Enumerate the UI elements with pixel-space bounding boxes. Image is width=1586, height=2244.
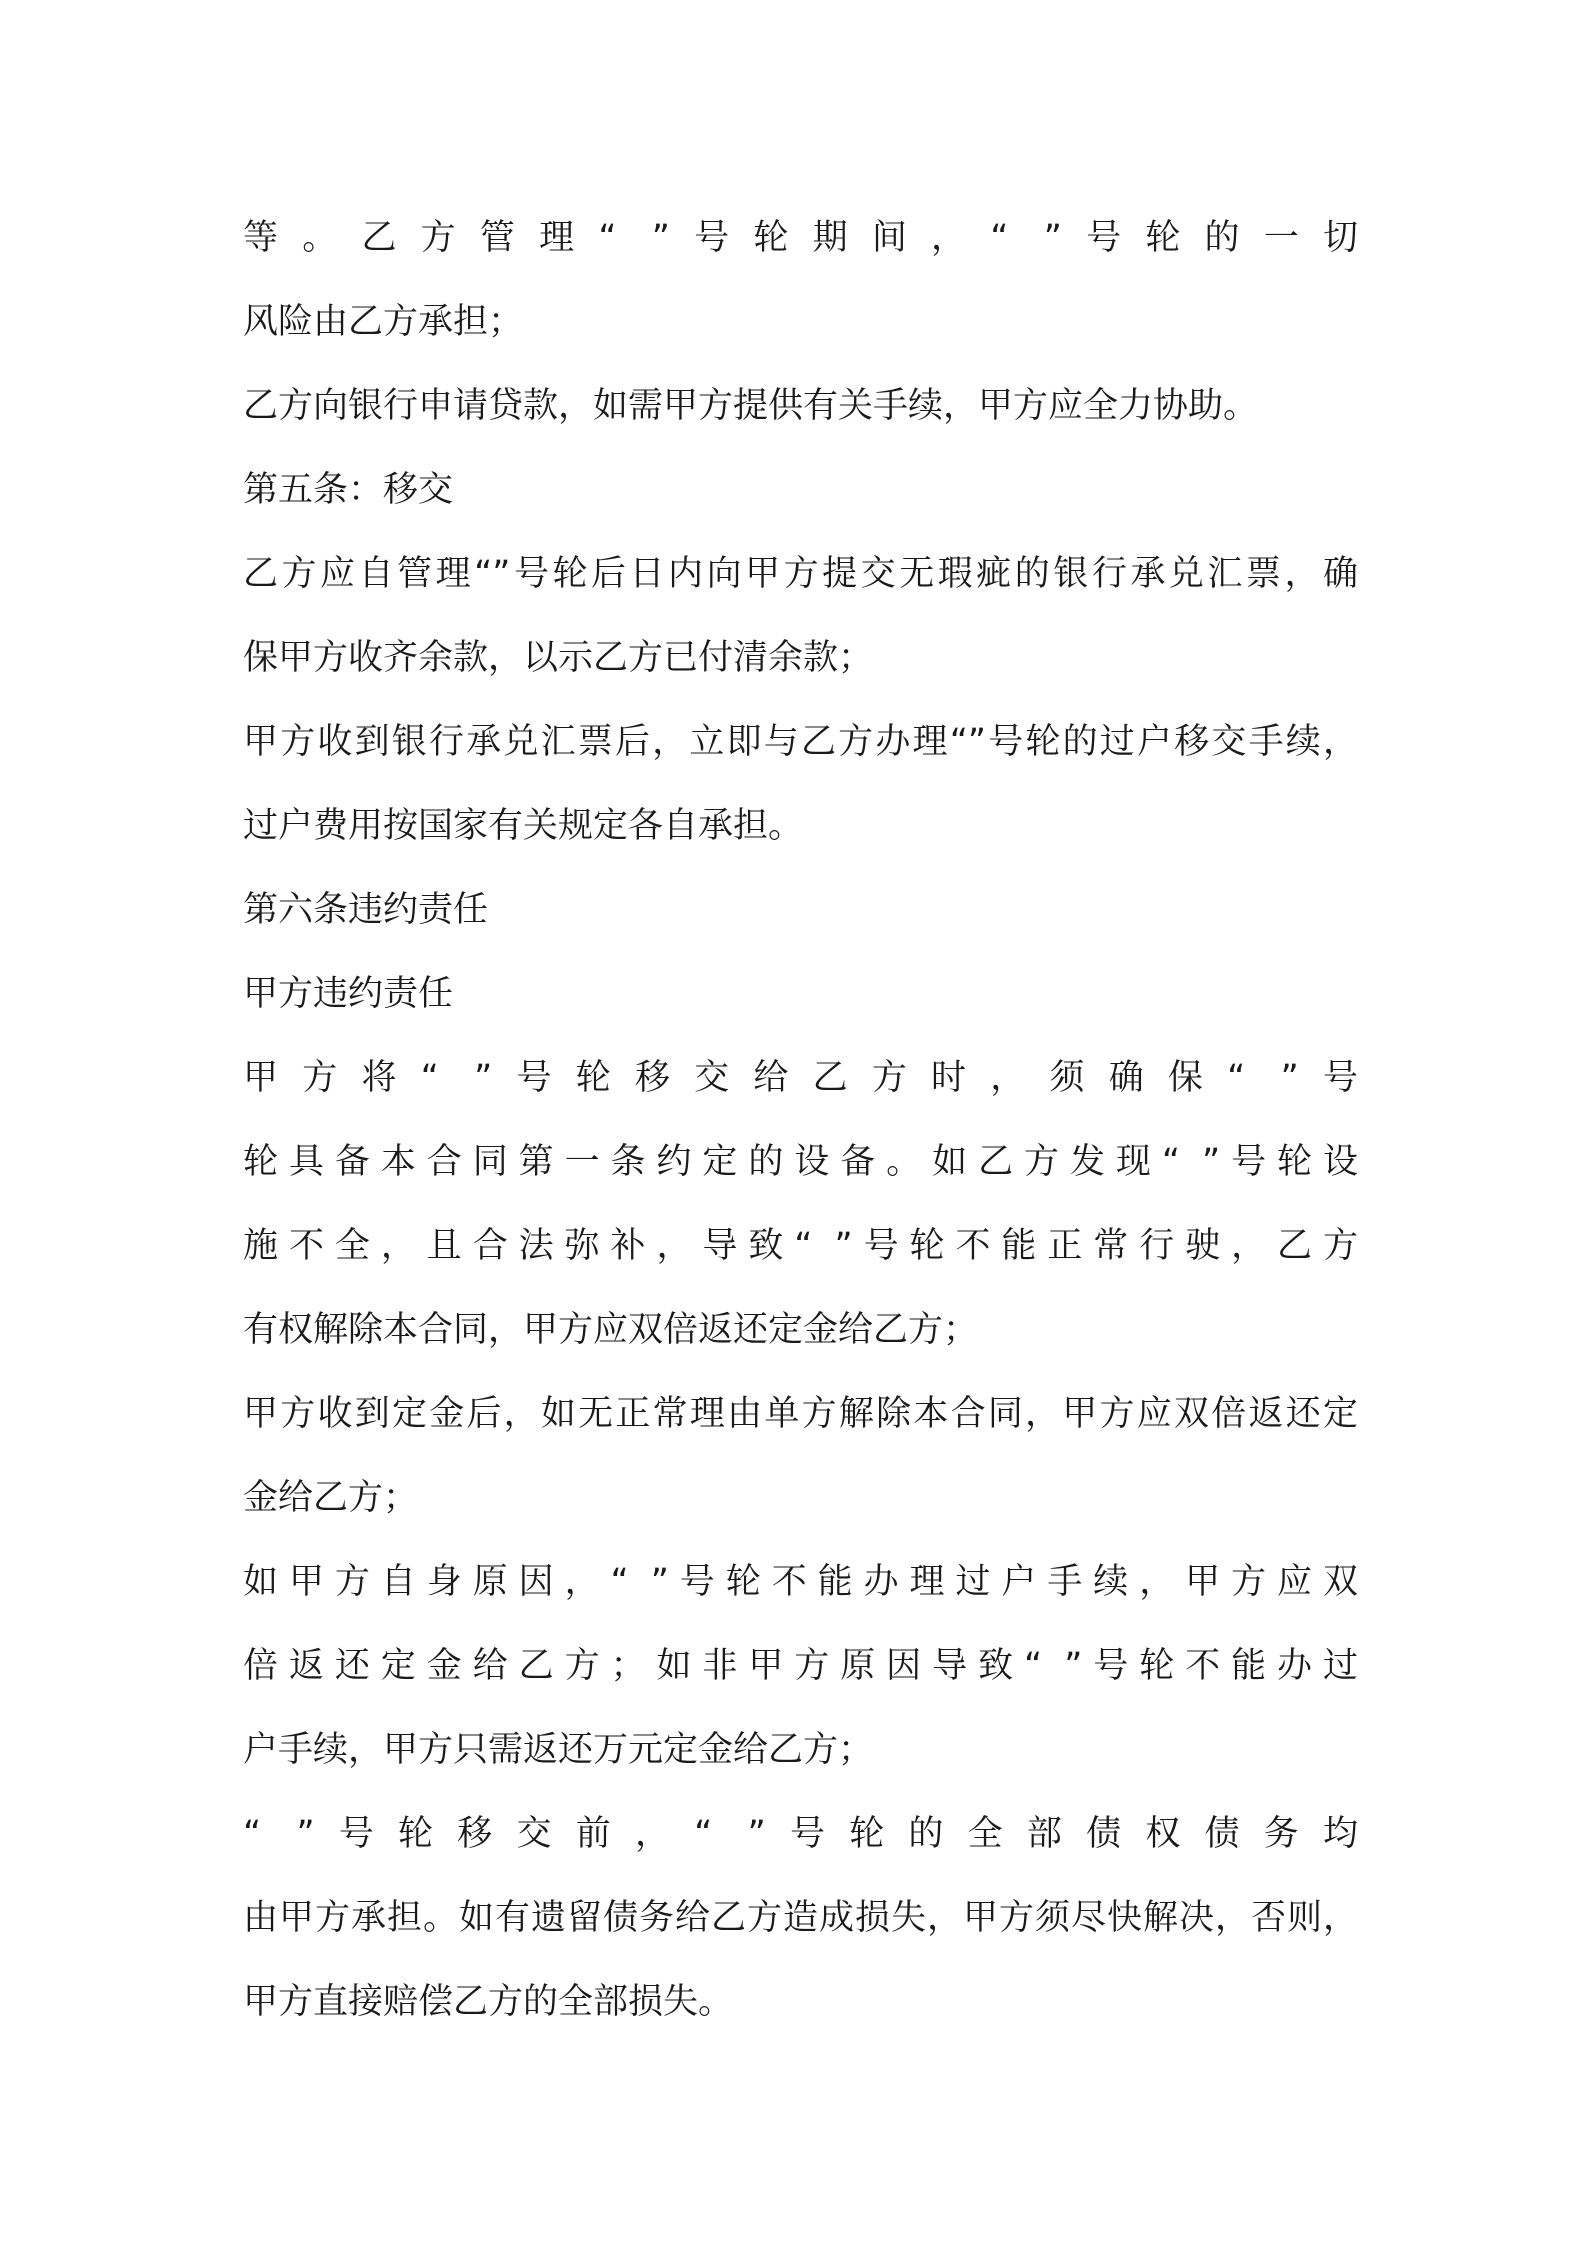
text-line-21: 由甲方承担。如有遗留债务给乙方造成损失，甲方须尽快解决，否则， <box>243 1898 1358 1938</box>
text-line-17: 如甲方自身原因，“ ”号轮不能办理过户手续，甲方应双 <box>243 1562 1358 1602</box>
text-line-18: 倍返还定金给乙方；如非甲方原因导致“ ”号轮不能办过 <box>243 1646 1358 1686</box>
text-line-3: 乙方向银行申请贷款，如需甲方提供有关手续，甲方应全力协助。 <box>243 386 1259 426</box>
text-line-22: 甲方直接赔偿乙方的全部损失。 <box>243 1982 734 2022</box>
text-line-20: “ ”号轮移交前，“ ”号轮的全部债权债务均 <box>243 1814 1358 1854</box>
text-line-14: 有权解除本合同，甲方应双倍返还定金给乙方； <box>243 1310 979 1350</box>
subsection-heading: 甲方违约责任 <box>243 974 454 1014</box>
text-line-16: 金给乙方； <box>243 1478 419 1518</box>
text-line-6: 保甲方收齐余款，以示乙方已付清余款； <box>243 638 874 678</box>
text-line-8: 过户费用按国家有关规定各自承担。 <box>243 806 804 846</box>
text-line-19: 户手续，甲方只需返还万元定金给乙方； <box>243 1730 874 1770</box>
text-line-13: 施不全，且合法弥补，导致“ ”号轮不能正常行驶，乙方 <box>243 1226 1358 1266</box>
text-line-12: 轮具备本合同第一条约定的设备。如乙方发现“ ”号轮设 <box>243 1142 1358 1182</box>
document-body <box>243 196 1358 2044</box>
text-line-11: 甲方将“ ”号轮移交给乙方时，须确保“ ”号 <box>243 1058 1358 1098</box>
text-line-1: 等。乙方管理“ ”号轮期间，“ ”号轮的一切 <box>243 218 1358 258</box>
section-heading-5: 第五条：移交 <box>243 470 454 510</box>
text-line-2: 风险由乙方承担； <box>243 302 524 342</box>
text-line-15: 甲方收到定金后，如无正常理由单方解除本合同，甲方应双倍返还定 <box>243 1394 1358 1434</box>
section-heading-6: 第六条违约责任 <box>243 890 489 930</box>
text-line-7: 甲方收到银行承兑汇票后，立即与乙方办理“”号轮的过户移交手续， <box>243 722 1358 762</box>
text-line-5: 乙方应自管理“”号轮后日内向甲方提交无瑕疵的银行承兑汇票，确 <box>243 554 1358 594</box>
